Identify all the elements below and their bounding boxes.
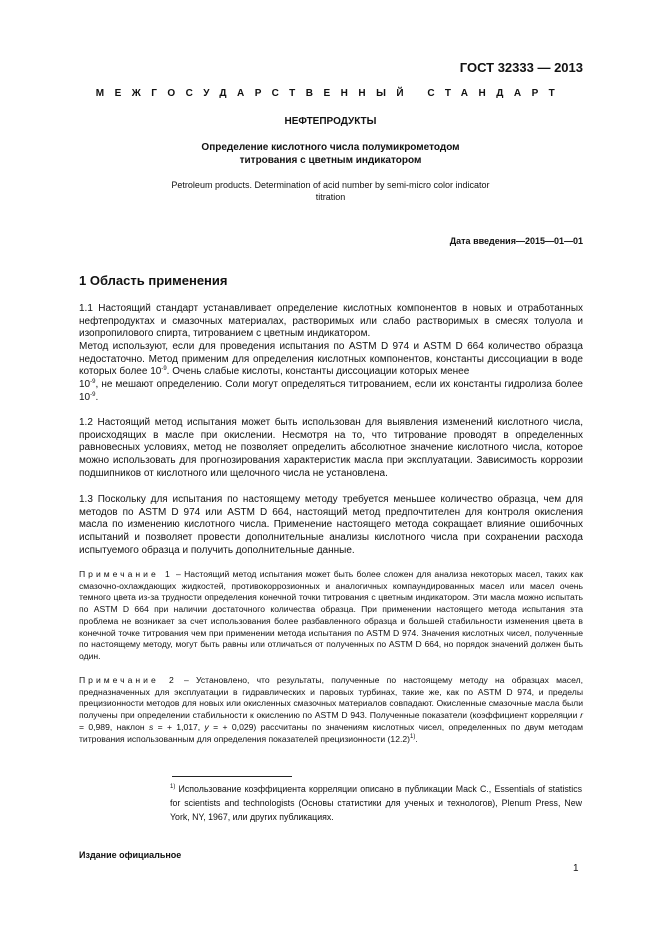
note-2-label: Примечание 2 — [79, 675, 177, 685]
method-text-b: . Очень слабые кислоты, константы диссоциации которых менее — [166, 366, 470, 378]
footnote-text: Использование коэффициента корреляции описано в публикации Mack C., Essentials of statistics for scientists and technologists (Основы статистики для ученых и технологов), Plenum Press, New York, NY, 1967, или других публикациях. — [170, 784, 582, 822]
note-2-text-b: = 0,989, наклон — [79, 721, 149, 732]
method-text-c: 10 — [79, 379, 91, 391]
note-2-text-c: = + 1,017, — [153, 721, 205, 732]
subtitle-en-line2: titration — [315, 192, 346, 202]
paragraph-1-1-text: 1.1 Настоящий стандарт устанавливает определение кислотных компонентов в новых и отработанных нефтепродуктах и смазочных материалах, растворимых или слабо растворимых в смесях толуола и изопропилового спирта, титрованием с цветным индикатором. — [79, 303, 583, 340]
note-1-label: Примечание 1 — [79, 569, 173, 579]
paragraph-1-1 — [79, 303, 583, 341]
method-text-a: Метод используют, если для проведения испытания по ASTM D 974 и ASTM D 664 количество образца недостаточно. Метод применим для определения кислотных компонентов, константы диссоциации в воде которых более 10 — [79, 341, 583, 378]
var-s: s — [148, 721, 154, 732]
subtitle-ru-line2: титрования с цветным индикатором — [239, 155, 422, 166]
paragraph-1-2 — [79, 417, 583, 481]
note-2-text-d: = + 0,029) рассчитаны по значениям кислотных чисел, определенных по двум методам титрования использованным для определения показателей прецизионности (12.2) — [79, 721, 583, 744]
footnote-ref: 1) — [410, 733, 416, 740]
effective-date: Дата введения—2015—01—01 — [449, 236, 583, 246]
edition-label: Издание официальное — [79, 850, 182, 860]
page-number: 1 — [573, 863, 579, 874]
exponent: -9 — [90, 391, 96, 398]
exponent: -9 — [90, 379, 96, 386]
document-subtitle-ru — [150, 141, 511, 167]
paragraph-1-2-text: 1.2 Настоящий метод испытания может быть использован для выявления изменений кислотного числа, происходящих в масле при окислении. Несмотря на то, что титрование проводят в определенных равновесных условиях, метод не позволяет определить абсолютное значение кислотного числа, которое можно использовать для прогнозирования характеристик масла при эксплуатации. Зависимость коррозии подшипников от кислотного или щелочного числа не установлена. — [79, 417, 583, 479]
note-2 — [79, 675, 583, 745]
footnote — [170, 782, 582, 824]
document-subtitle-en — [150, 179, 511, 203]
note-1 — [79, 569, 583, 663]
document-code: ГОСТ 32333 — 2013 — [459, 60, 583, 75]
method-text-d: , не мешают определению. Соли могут определяться титрованием, если их константы гидролиза более 10 — [79, 379, 583, 403]
method-text-e: . — [95, 391, 99, 403]
note-2-end: . — [415, 733, 418, 744]
document-title: НЕФТЕПРОДУКТЫ — [284, 116, 377, 127]
exponent: -9 — [161, 366, 167, 373]
paragraph-1-3-text: 1.3 Поскольку для испытания по настоящему методу требуется меньшее количество образца, чем для методов по ASTM D 974 или ASTM D 664, настоящий метод предпочтителен для контроля окисления масла по изменению кислотного числа. Применение настоящего метода сокращает влияние ошибочных испытаний и позволяет провести дополнительные анализы кислотного числа при сохранении расхода испытуемого образца и получить дополнительные данные. — [79, 494, 583, 556]
subtitle-ru-line1: Определение кислотного числа полумикрометодом — [201, 142, 460, 153]
footnote-marker: 1) — [170, 784, 176, 790]
subtitle-en-line1: Petroleum products. Determination of acid number by semi-micro color indicator — [171, 180, 490, 190]
var-y: у — [204, 721, 209, 732]
paragraph-1-3 — [79, 494, 583, 558]
paragraph-method — [79, 341, 583, 405]
standard-type-heading: МЕЖГОСУДАРСТВЕННЫЙ СТАНДАРТ — [95, 88, 566, 99]
note-2-text-a: – Установлено, что результаты, полученные по настоящему методу на образцах масел, предназначенных для эксплуатации в гидравлических и паровых турбинах, такие же, как по ASTM D 974, и пределы прецизионности методов для новых или окисленных смазочных материалов совпадают. Окисленные смазочные масла были получены при определении стабильности к окислению по ASTM D 943. Полученные показатели (коэффициент корреляции — [79, 675, 583, 721]
note-1-text: – Настоящий метод испытания может быть более сложен для анализа некоторых масел, таких как смазочно-охлаждающих жидкостей, противокоррозионных и аналогичных компаундированных масел или масел очень темного цвета из-за трудности определения конечной точки титрования с цветным индикатором. Эти масла можно испытать по ASTM D 664 при наличии достаточного количества образца. При применении настоящего метода испытания эта проблема не возникает за счет использования более разбавленного образца и большей стабильности изменения цвета в конечной точке титрования чем при применении метода испытания по ASTM D 974. Значения кислотных чисел, полученные по настоящему методу, могут быть равны или отличаться от полученных по ASTM D 664, но порядок значений должен быть один. — [79, 569, 583, 661]
footnote-divider — [172, 776, 292, 777]
var-r: r — [580, 710, 583, 721]
section-heading: 1 Область применения — [79, 273, 228, 288]
